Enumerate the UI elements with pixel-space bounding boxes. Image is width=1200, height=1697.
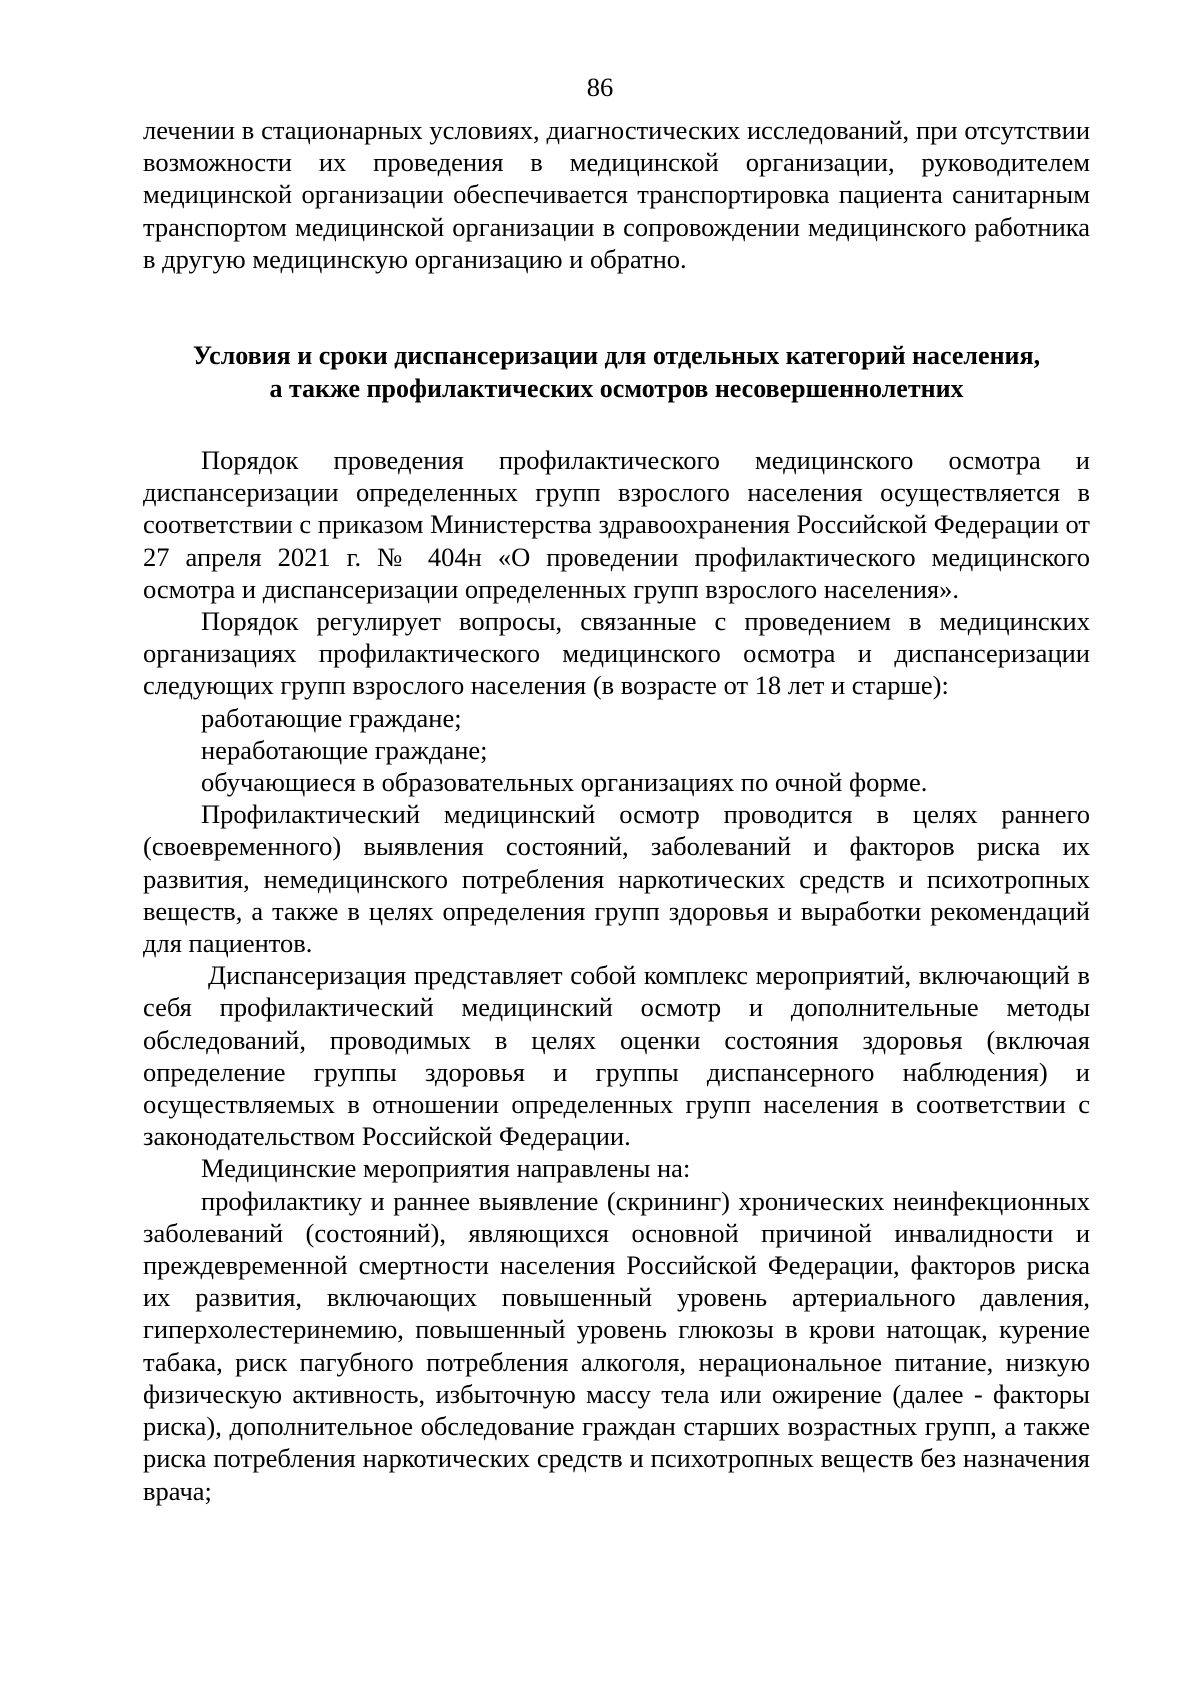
section-heading-line-1: Условия и сроки диспансеризации для отдельных категорий населения, (192, 341, 1041, 370)
section-heading (143, 340, 1090, 405)
list-item-working-citizens: работающие граждане; (201, 702, 462, 733)
intro-paragraph: лечении в стационарных условиях, диагностических исследований, при отсутствии возможности их проведения в медицинской организации, руководителем медицинской организации обеспечивается транспортировка пациента санитарным транспортом медицинской организации в сопровождении медицинского работника в другую медицинскую организацию и обратно. (143, 115, 1090, 274)
body-text (143, 444, 1090, 1507)
list-item-full-time-students: обучающиеся в образовательных организациях по очной форме. (201, 767, 928, 798)
paragraph-prevention-screening: профилактику и раннее выявление (скрининг) хронических неинфекционных заболеваний (состояний), являющихся основной причиной инвалидности и преждевременной смертности населения Российской Федерации, факторов риска их развития, включающих повышенный уровень артериального давления, гиперхолестеринемию, повышенный уровень глюкозы в крови натощак, курение табака, риск пагубного потребления алкоголя, нерациональное питание, низкую физическую активность, избыточную массу тела или ожирение (далее - факторы риска), дополнительное обследование граждан старших возрастных групп, а также риска потребления наркотических средств и психотропных веществ без назначения врача; (143, 1185, 1090, 1506)
intro-block (143, 114, 1090, 275)
paragraph-measures-aimed: Медицинские мероприятия направлены на: (201, 1153, 691, 1184)
list-item-nonworking-citizens: неработающие граждане; (201, 734, 488, 765)
section-heading-line-2: а также профилактических осмотров несовершеннолетних (269, 373, 964, 403)
page-number: 86 (586, 72, 614, 102)
paragraph-order-scope: Порядок регулирует вопросы, связанные с проведением в медицинских организациях профилактического медицинского осмотра и диспансеризации следующих групп взрослого населения (в возрасте от 18 лет и старше): (143, 606, 1090, 701)
paragraph-order-reference: Порядок проведения профилактического медицинского осмотра и диспансеризации определенных групп взрослого населения осуществляется в соответствии с приказом Министерства здравоохранения Российской Федерации от 27 апреля 2021 г. № 404н «О проведении профилактического медицинского осмотра и диспансеризации определенных групп взрослого населения». (143, 445, 1090, 604)
paragraph-dispensarization: Диспансеризация представляет собой комплекс мероприятий, включающий в себя профилактический медицинский осмотр и дополнительные методы обследований, проводимых в целях оценки состояния здоровья (включая определение группы здоровья и группы диспансерного наблюдения) и осуществляемых в отношении определенных групп населения в соответствии с законодательством Российской Федерации. (143, 960, 1090, 1152)
paragraph-preventive-exam: Профилактический медицинский осмотр проводится в целях раннего (своевременного) выявления состояний, заболеваний и факторов риска их развития, немедицинского потребления наркотических средств и психотропных веществ, а также в целях определения групп здоровья и выработки рекомендаций для пациентов. (143, 799, 1090, 959)
